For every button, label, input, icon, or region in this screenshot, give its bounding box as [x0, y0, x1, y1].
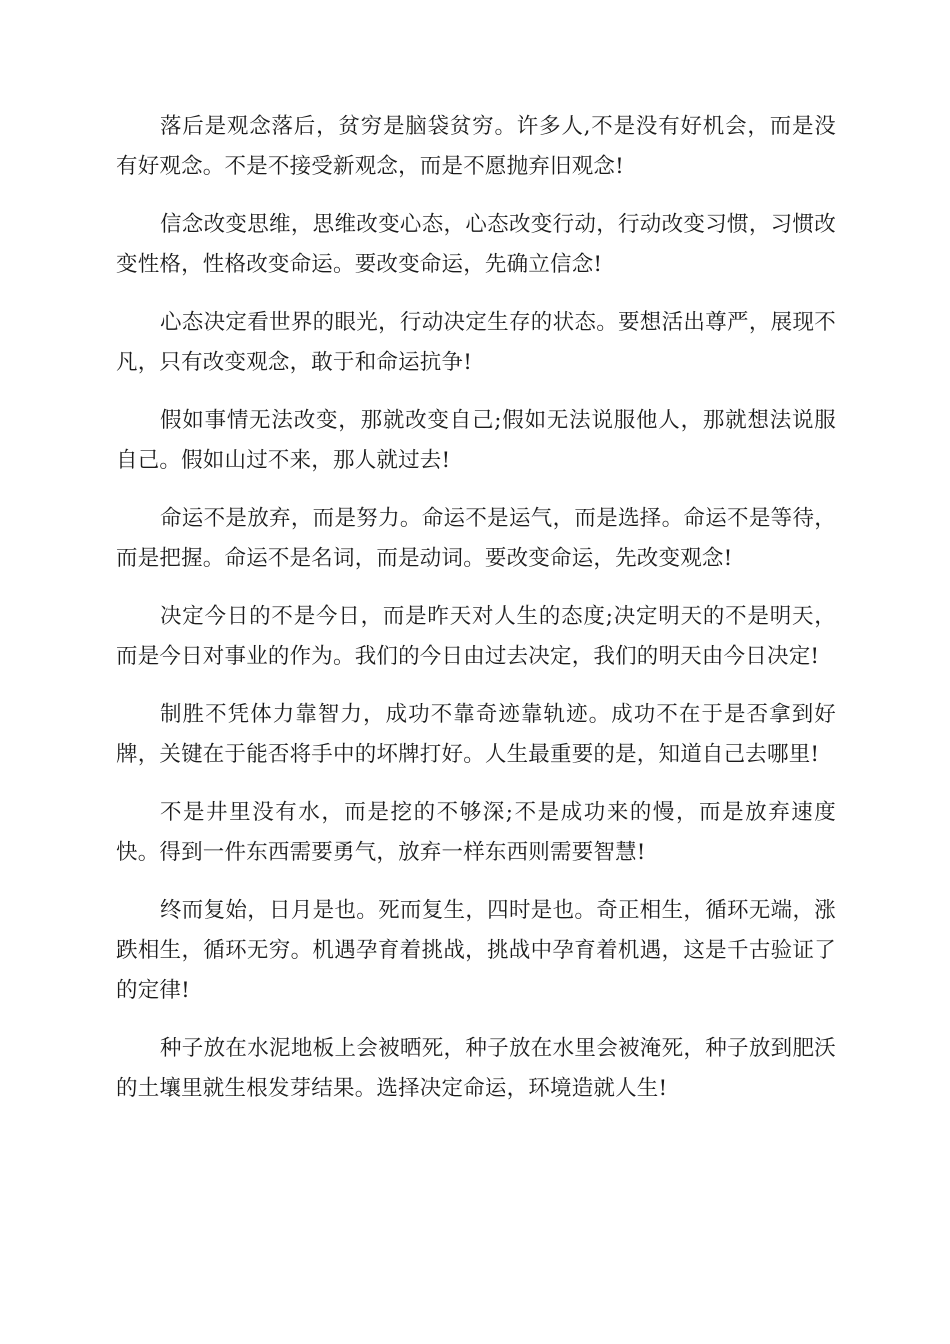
paragraph-5: 命运不是放弃，而是努力。命运不是运气，而是选择。命运不是等待，而是把握。命运不是名词，而是动词。要改变命运，先改变观念! [116, 506, 836, 571]
document-body [116, 107, 836, 1127]
paragraph-8: 不是井里没有水，而是挖的不够深;不是成功来的慢，而是放弃速度快。得到一件东西需要勇气，放弃一样东西则需要智慧! [116, 800, 836, 865]
paragraph-9: 终而复始，日月是也。死而复生，四时是也。奇正相生，循环无端，涨跌相生，循环无穷。机遇孕育着挑战，挑战中孕育着机遇，这是千古验证了的定律! [116, 898, 836, 1003]
paragraph-4: 假如事情无法改变，那就改变自己;假如无法说服他人，那就想法说服自己。假如山过不来，那人就过去! [116, 408, 836, 473]
paragraph-1: 落后是观念落后，贫穷是脑袋贫穷。许多人,不是没有好机会，而是没有好观念。不是不接受新观念，而是不愿抛弃旧观念! [116, 114, 836, 179]
paragraph-7: 制胜不凭体力靠智力，成功不靠奇迹靠轨迹。成功不在于是否拿到好牌，关键在于能否将手中的坏牌打好。人生最重要的是，知道自己去哪里! [116, 702, 836, 767]
paragraph-2: 信念改变思维，思维改变心态，心态改变行动，行动改变习惯，习惯改变性格，性格改变命运。要改变命运，先确立信念! [116, 212, 836, 277]
paragraph-6: 决定今日的不是今日，而是昨天对人生的态度;决定明天的不是明天，而是今日对事业的作为。我们的今日由过去决定，我们的明天由今日决定! [116, 604, 836, 669]
paragraph-10: 种子放在水泥地板上会被晒死，种子放在水里会被淹死，种子放到肥沃的土壤里就生根发芽结果。选择决定命运，环境造就人生! [116, 1036, 836, 1101]
paragraph-3: 心态决定看世界的眼光，行动决定生存的状态。要想活出尊严，展现不凡，只有改变观念，敢于和命运抗争! [116, 310, 836, 375]
